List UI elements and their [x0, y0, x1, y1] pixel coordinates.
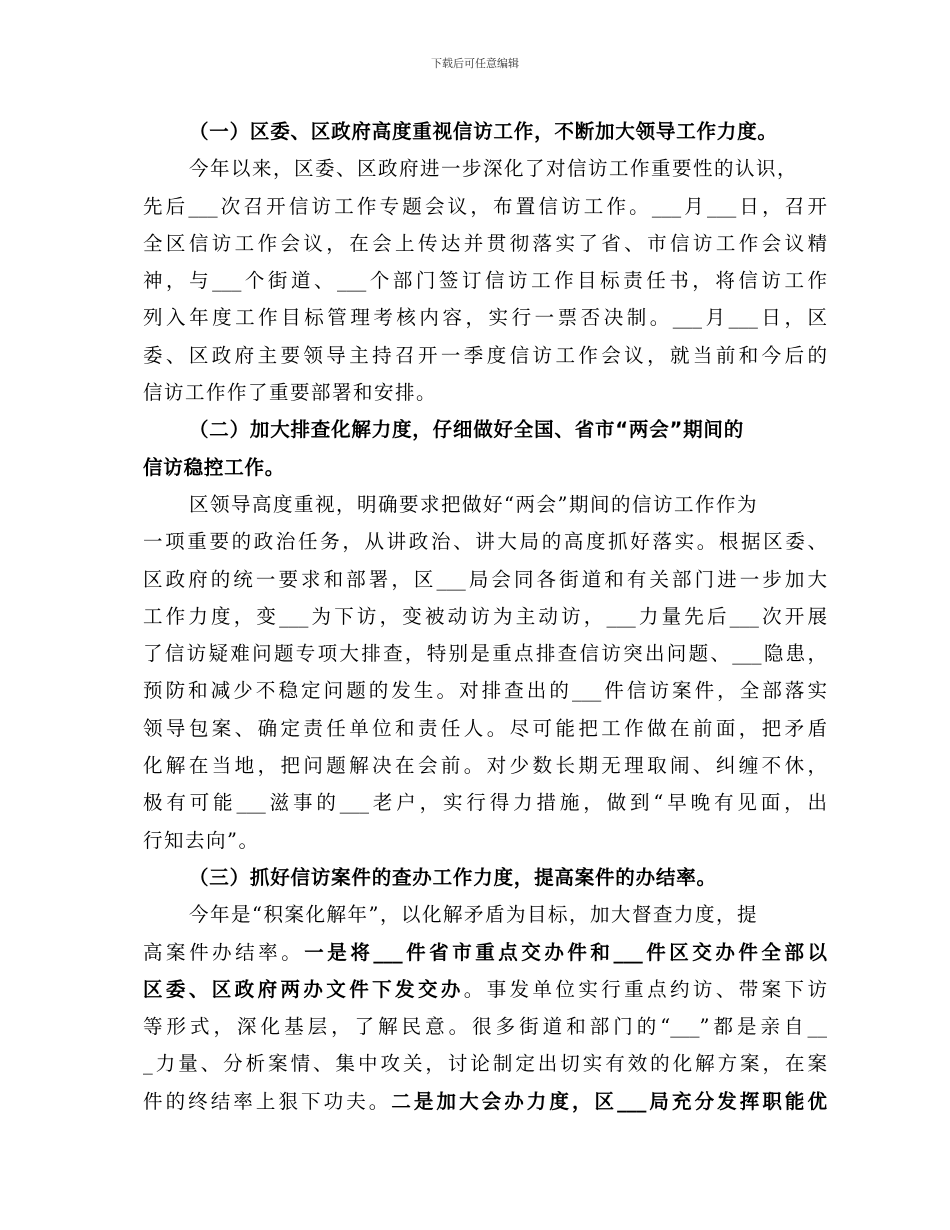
text-segment: 全区信访工作会议，在会上传达并贯彻落实了省、市信访工作会议精 [143, 231, 827, 255]
text-segment: 高案件办结率。 [143, 940, 305, 964]
bold-text-segment: 区委、区政府两办文件下发交办 [143, 977, 464, 1001]
paragraph-line [143, 784, 827, 821]
paragraph-line [143, 971, 827, 1008]
paragraph-line [143, 635, 827, 672]
text-segment: 。事发单位实行重点约访、带案下访 [463, 977, 827, 1001]
page-header: 下载后可任意编辑 [431, 57, 519, 70]
text-segment: 极有可能___滋事的___老户，实行得力措施，做到“早晚有见面，出 [143, 791, 827, 815]
paragraph-line [143, 188, 827, 225]
paragraph-line [143, 523, 827, 560]
section-heading-line [143, 859, 827, 896]
paragraph-line [143, 822, 827, 859]
text-segment: 区领导高度重视，明确要求把做好“两会”期间的信访工作作为 [189, 492, 758, 516]
text-segment: 神，与___个街道、___个部门签订信访工作目标责任书，将信访工作 [143, 269, 827, 293]
text-segment: 工作力度，变___为下访，变被动访为主动访，___力量先后___次开展 [143, 604, 827, 628]
text-segment: _力量、分析案情、集中攻关，讨论制定出切实有效的化解方案，在案 [143, 1052, 827, 1076]
text-segment: 预防和减少不稳定问题的发生。对排查出的___件信访案件，全部落实 [143, 679, 827, 703]
text-segment: 行知去向”。 [143, 828, 260, 852]
paragraph-line [143, 337, 827, 374]
text-segment: 先后___次召开信访工作专题会议，布置信访工作。___月___日，召开 [143, 194, 827, 218]
bold-text-segment: 信访稳控工作。 [143, 455, 286, 479]
text-segment: 今年以来，区委、区政府进一步深化了对信访工作重要性的认识， [189, 157, 799, 181]
section-heading-line [143, 449, 827, 486]
bold-text-segment: （一）区委、区政府高度重视信访工作，不断加大领导工作力度。 [189, 120, 778, 143]
paragraph-line [143, 896, 827, 933]
text-segment: 委、区政府主要领导主持召开一季度信访工作会议，就当前和今后的 [143, 343, 827, 367]
paragraph-line [143, 225, 827, 262]
text-segment: 化解在当地，把问题解决在会前。对少数长期无理取闹、纠缠不休， [143, 754, 827, 778]
paragraph-line [143, 299, 827, 336]
bold-text-segment: （二）加大排查化解力度，仔细做好全国、省市“两会”期间的 [189, 418, 745, 442]
text-segment: 列入年度工作目标管理考核内容，实行一票否决制。___月___日，区 [143, 306, 827, 330]
text-segment: 等形式，深化基层，了解民意。很多街道和部门的“___”都是亲自__ [143, 1015, 827, 1039]
bold-text-segment: 二是加大会办力度，区___局充分发挥职能优 [391, 1089, 827, 1113]
paragraph-line [143, 598, 827, 635]
paragraph-line [143, 374, 827, 411]
paragraph-line [143, 561, 827, 598]
paragraph-line [143, 1083, 827, 1120]
text-segment: 件的终结率上狠下功夫。 [143, 1089, 392, 1113]
paragraph-line [143, 1045, 827, 1082]
bold-text-segment: 一是将___件省市重点交办件和___件区交办件全部以 [304, 940, 827, 964]
paragraph-line [143, 934, 827, 971]
paragraph-line [143, 710, 827, 747]
document-body [143, 113, 827, 1120]
paragraph-line [143, 486, 827, 523]
bold-text-segment: （三）抓好信访案件的查办工作力度，提高案件的办结率。 [189, 865, 717, 889]
text-segment: 今年是“积案化解年”，以化解矛盾为目标，加大督查力度，提 [189, 903, 758, 927]
text-segment: 领导包案、确定责任单位和责任人。尽可能把工作做在前面，把矛盾 [143, 716, 827, 740]
paragraph-line [143, 1008, 827, 1045]
text-segment: 了信访疑难问题专项大排查，特别是重点排查信访突出问题、___隐患， [143, 642, 827, 666]
text-segment: 信访工作作了重要部署和安排。 [143, 381, 438, 405]
paragraph-line [143, 747, 827, 784]
paragraph-line [143, 262, 827, 299]
paragraph-line [143, 150, 827, 187]
section-heading-line [143, 411, 827, 448]
text-segment: 一项重要的政治任务，从讲政治、讲大局的高度抓好落实。根据区委、 [143, 530, 827, 554]
text-segment: 区政府的统一要求和部署，区___局会同各街道和有关部门进一步加大 [143, 567, 827, 591]
paragraph-line [143, 672, 827, 709]
section-heading-line [143, 113, 827, 150]
